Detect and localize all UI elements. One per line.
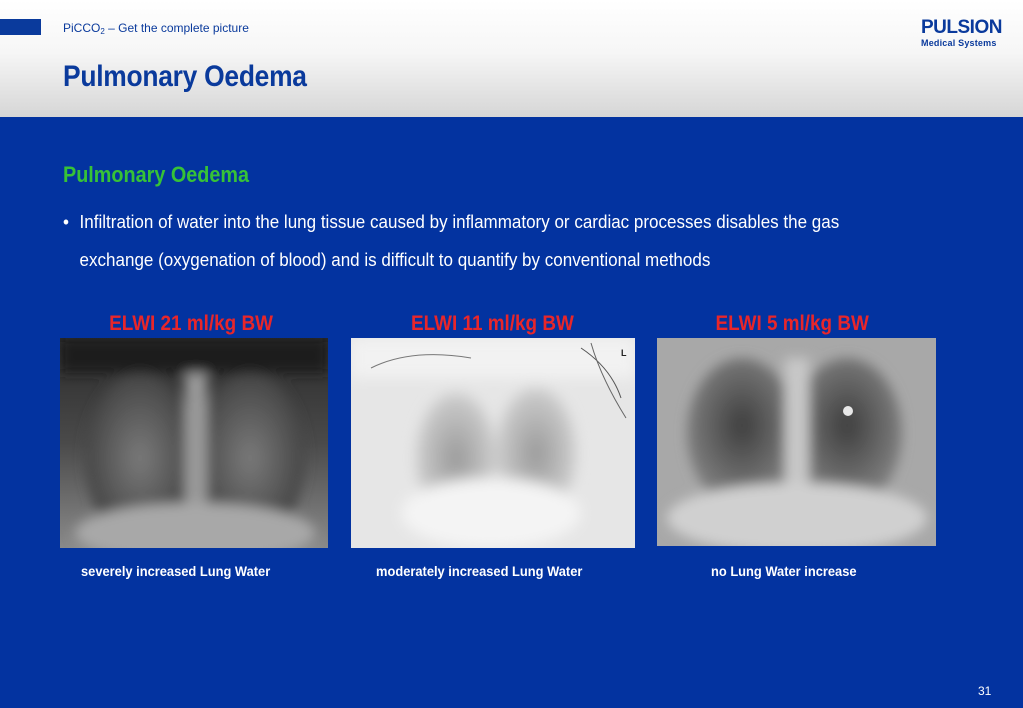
- slide-subtitle: PiCCO$_2$ – Get the complete picture: [63, 21, 249, 36]
- header-accent-bar: [0, 19, 41, 35]
- elwi-label-moderate: ELWI 11 ml/kg BW: [411, 312, 574, 335]
- caption-moderate: moderately increased Lung Water: [376, 563, 583, 579]
- section-heading: Pulmonary Oedema: [63, 162, 249, 187]
- elwi-label-normal: ELWI 5 ml/kg BW: [715, 312, 869, 335]
- logo-tagline: Medical Systems: [921, 38, 997, 48]
- xray-image-normal: [657, 338, 936, 546]
- slide-body: [0, 117, 1023, 708]
- xray-side-marker: L: [621, 348, 627, 358]
- page-number: 31: [978, 684, 992, 698]
- bullet-item: [63, 203, 891, 279]
- slide-header: [0, 0, 1023, 117]
- page-title: Pulmonary Oedema: [63, 60, 307, 93]
- xray-image-severe: [60, 338, 328, 548]
- elwi-label-severe: ELWI 21 ml/kg BW: [109, 312, 273, 335]
- xray-image-moderate: [351, 338, 635, 548]
- bullet-text: Infiltration of water into the lung tissue caused by inflammatory or cardiac processes disables the gas exchange (oxygenation of blood) and is difficult to quantify by conventional methods: [79, 211, 840, 270]
- caption-normal: no Lung Water increase: [711, 563, 857, 579]
- caption-severe: severely increased Lung Water: [81, 563, 271, 579]
- pulsion-logo: [921, 18, 1005, 48]
- bullet-marker: •: [63, 211, 69, 232]
- logo-wordmark: PULSION: [921, 17, 1002, 38]
